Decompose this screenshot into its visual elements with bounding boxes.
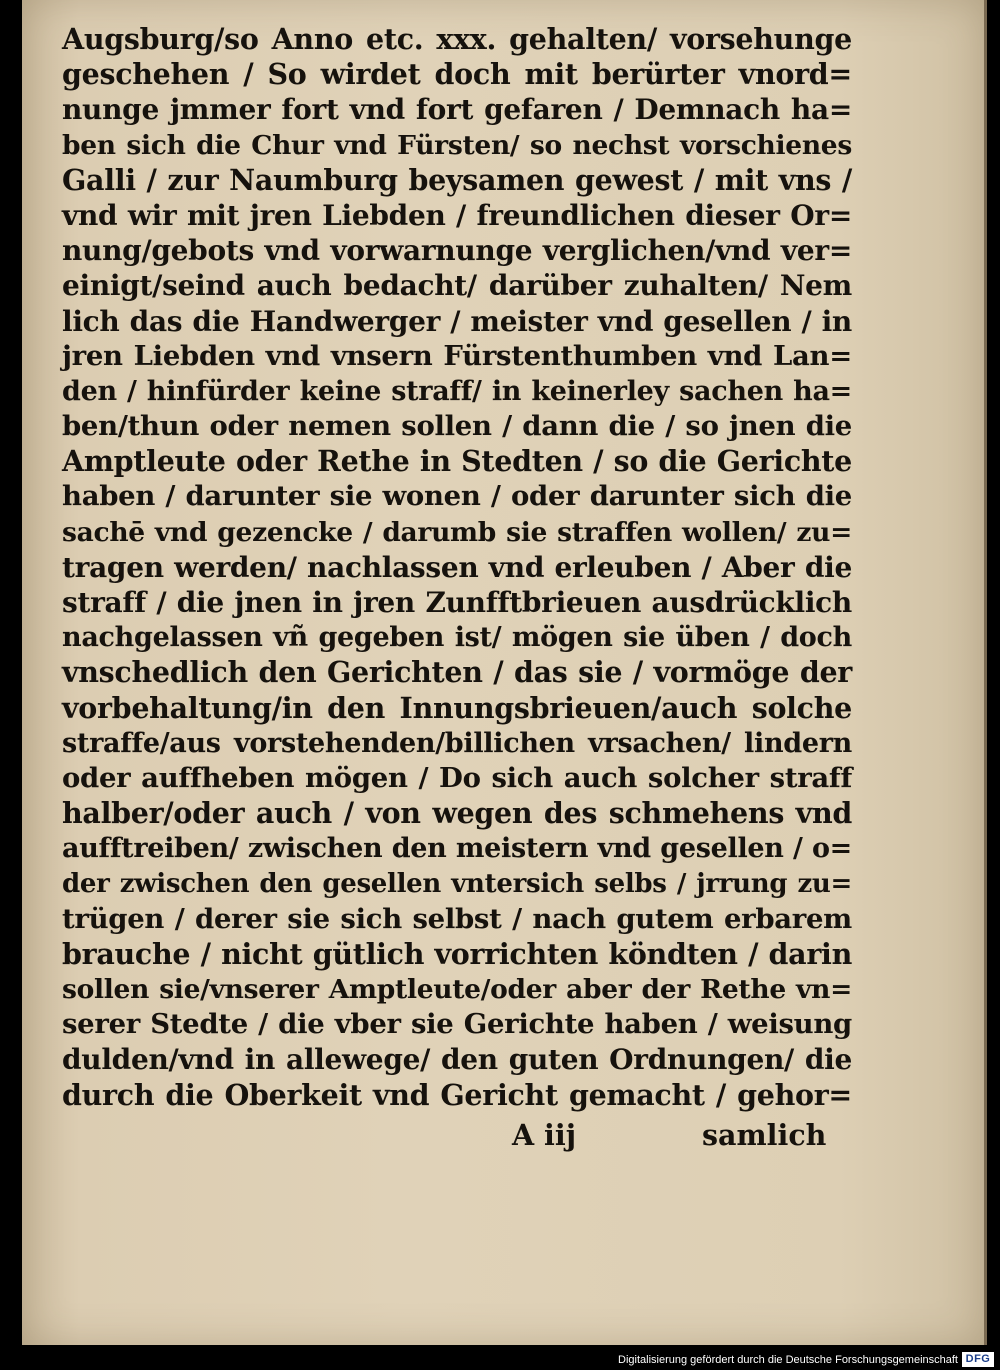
text-line: straffe/aus vorstehenden/billichen vrsachen/ lindern [62,727,852,759]
text-line: aufftreiben/ zwischen den meistern vnd gesellen / o= [62,833,852,865]
text-line: haben / darunter sie wonen / oder darunter sich die [62,480,852,513]
text-line: nung/gebots vnd vorwarnunge verglichen/vnd ver= [62,234,852,268]
text-line: halber/oder auch / von wegen des schmehens vnd [62,796,852,831]
text-line: lich das die Handwerger / meister vnd gesellen / in [62,304,852,338]
text-line: Galli / zur Naumburg beysamen gewest / mit vns / [62,162,852,197]
text-line: einigt/seind auch bedacht/ darüber zuhalten/ Nem [62,269,852,303]
text-line: oder auffheben mögen / Do sich auch solcher straff [62,761,852,794]
text-line: tragen werden/ nachlassen vnd erleuben / Aber die [62,550,852,584]
text-line: dulden/vnd in allewege/ den guten Ordnungen/ die [62,1043,852,1077]
text-line: straff / die jnen in jren Zunfftbrieuen ausdrücklich [62,586,852,619]
text-line: ben/thun oder nemen sollen / dann die / so jnen die [62,410,852,443]
text-line: sollen sie/vnserer Amptleute/oder aber der Rethe vn= [62,974,852,1006]
text-line: nunge jmmer fort vnd fort gefaren / Demnach ha= [62,93,852,127]
text-line: brauche / nicht gütlich vorrichten köndten / darin [62,936,852,971]
text-line: trügen / derer sie sich selbst / nach gutem erbarem [62,902,852,935]
text-line: den / hinfürder keine straff/ in keinerley sachen ha= [62,375,852,407]
page-footer [62,1118,852,1153]
text-line: durch die Oberkeit vnd Gericht gemacht / gehor= [62,1077,852,1112]
text-line: der zwischen den gesellen vntersich selbs / jrrung zu= [62,868,852,899]
text-line: geschehen / So wirdet doch mit berürter vnord= [62,57,852,92]
text-line: ben sich die Chur vnd Fürsten/ so nechst vorschienes [62,129,852,161]
text-line: vnd wir mit jren Liebden / freundlichen dieser Or= [62,198,852,232]
catchword: samlich [702,1118,827,1152]
text-line: Augsburg/so Anno etc. xxx. gehalten/ vorsehunge [62,22,852,56]
text-line: serer Stedte / die vber sie Gerichte haben / weisung [62,1008,852,1041]
text-line: vnschedlich den Gerichten / das sie / vormöge der [62,655,852,690]
text-line: vorbehaltung/in den Innungsbrieuen/auch solche [62,690,852,725]
text-line: sachē vnd gezencke / darumb sie straffen wollen/ zu= [62,516,852,548]
text-line: jren Liebden vnd vnsern Fürstenthumben vnd Lan= [62,339,852,372]
book-page [22,0,987,1345]
text-block [62,22,852,1113]
text-line: nachgelassen vñ gegeben ist/ mögen sie üben / doch [62,622,852,654]
signature-mark: A iij [512,1118,576,1152]
dfg-logo: DFG [962,1352,994,1367]
funding-attribution: Digitalisierung gefördert durch die Deutsche Forschungsgemeinschaft [618,1354,958,1366]
text-line: Amptleute oder Rethe in Stedten / so die Gerichte [62,444,852,479]
